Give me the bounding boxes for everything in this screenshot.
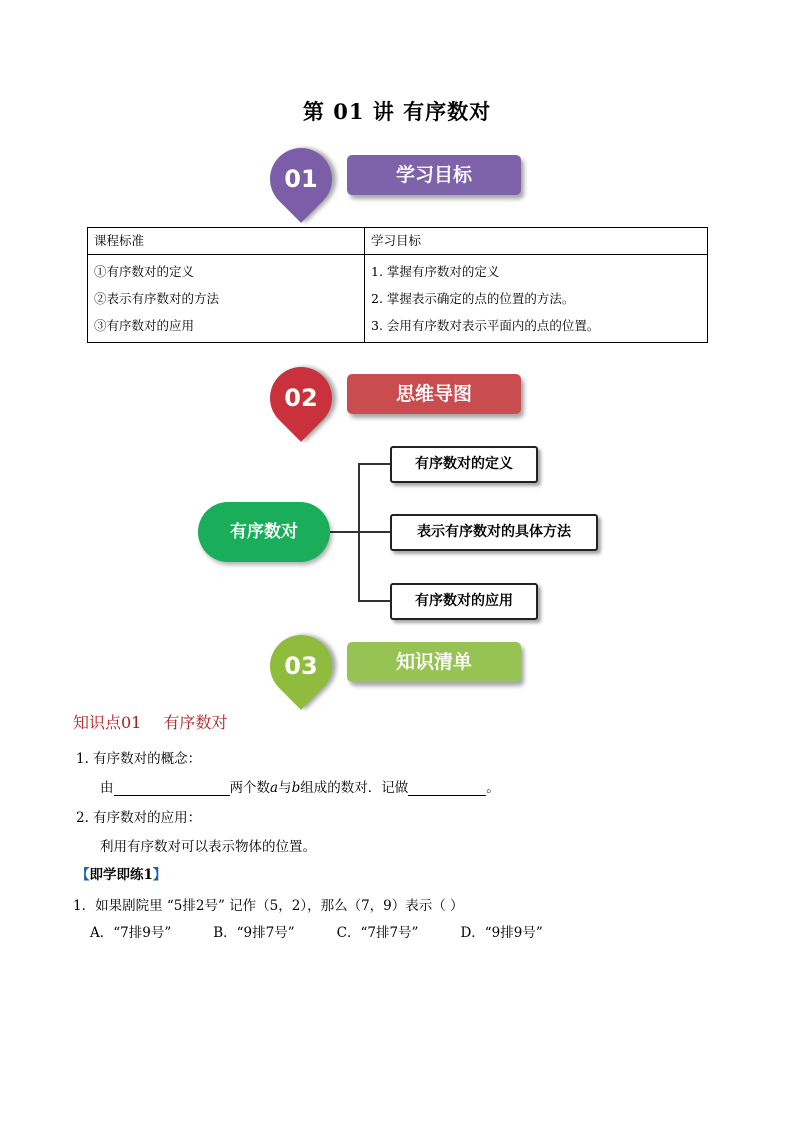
- text-fragment: 。: [486, 780, 500, 796]
- list-item: ②表示有序数对的方法: [94, 291, 220, 306]
- table-cell-standards: [88, 255, 365, 343]
- list-item: 3. 会用有序数对表示平面内的点的位置。: [371, 318, 600, 333]
- text-fragment: 组成的数对．记做: [300, 780, 409, 796]
- section-header-01: [270, 148, 530, 218]
- connector-line: [358, 600, 390, 602]
- knowledge-point-title: [73, 710, 249, 733]
- text-fragment: 两个数: [229, 780, 270, 796]
- section-label-01: 学习目标: [347, 155, 521, 195]
- practice-options: [90, 921, 730, 941]
- bracket-close: 】: [152, 867, 167, 883]
- fill-blank-2[interactable]: [408, 781, 486, 796]
- page-title: 第 01 讲 有序数对: [302, 99, 492, 124]
- option-c[interactable]: C．“7排7号”: [336, 925, 419, 941]
- section-label-02: 思维导图: [347, 374, 521, 414]
- list-item: 1. 掌握有序数对的定义: [371, 264, 500, 279]
- option-b[interactable]: B．“9排7号”: [213, 925, 295, 941]
- list-item: ③有序数对的应用: [94, 318, 195, 333]
- bracket-open: 【: [76, 867, 90, 883]
- section-number-02: 02: [284, 384, 318, 412]
- table-header-standard: 课程标准: [88, 228, 365, 255]
- goals-table: [87, 227, 708, 343]
- table-cell-goals: [365, 255, 708, 343]
- variable-a: a: [270, 780, 279, 796]
- list-item: ①有序数对的定义: [94, 264, 195, 279]
- knowledge-point-name: 有序数对: [163, 713, 228, 732]
- practice-label: 即学即练1: [89, 867, 153, 883]
- fill-blank-1[interactable]: [114, 781, 230, 796]
- section-number-01: 01: [284, 165, 318, 193]
- connector-line: [358, 531, 390, 533]
- practice-question: 1．如果剧院里 “5排2号” 记作（5，2），那么（7，9）表示（ ）: [73, 898, 464, 914]
- option-a[interactable]: A．“7排9号”: [90, 925, 172, 941]
- mindmap-branch-definition: 有序数对的定义: [390, 446, 538, 483]
- item2-text: 利用有序数对可以表示物体的位置。: [100, 839, 316, 855]
- section-header-03: [270, 635, 530, 705]
- variable-b: b: [291, 780, 301, 796]
- text-fragment: 由: [100, 780, 114, 796]
- list-item: 2. 掌握表示确定的点的位置的方法。: [371, 291, 575, 306]
- text-fragment: 与: [278, 780, 292, 796]
- section-number-03: 03: [284, 652, 318, 680]
- mindmap-branch-application: 有序数对的应用: [390, 583, 538, 620]
- section-header-02: [270, 367, 530, 437]
- section-label-03: 知识清单: [347, 642, 521, 682]
- connector-line: [358, 463, 390, 465]
- connector-line: [330, 531, 360, 533]
- mindmap-center-node: 有序数对: [198, 502, 330, 562]
- item1-title: 1. 有序数对的概念：: [76, 751, 202, 767]
- item1-definition: [100, 776, 500, 796]
- option-d[interactable]: D．“9排9号”: [460, 925, 543, 941]
- item2-title: 2. 有序数对的应用：: [76, 810, 202, 826]
- table-header-goals: 学习目标: [365, 228, 708, 255]
- knowledge-point-label: 知识点01: [73, 713, 142, 732]
- mindmap-branch-method: 表示有序数对的具体方法: [390, 514, 598, 551]
- practice-heading: [76, 863, 166, 883]
